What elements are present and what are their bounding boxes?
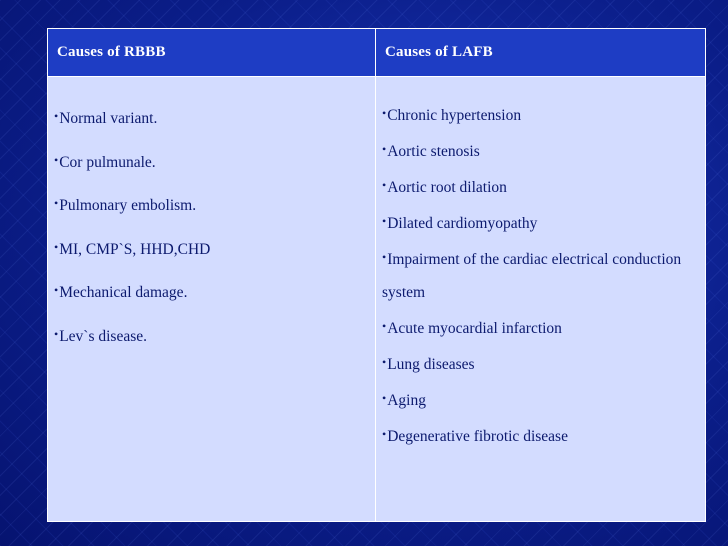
lafb-cause-item-text: Impairment of the cardiac electrical conduction system (382, 251, 682, 301)
lafb-cause-item (382, 418, 699, 454)
rbbb-cause-item (54, 325, 375, 369)
lafb-cause-item-text: Degenerative fibrotic disease (387, 427, 568, 445)
lafb-cause-item (382, 133, 699, 169)
lafb-cause-item (382, 205, 699, 241)
bullet-icon: • (54, 326, 59, 341)
header-row (48, 29, 706, 77)
lafb-cause-item (382, 169, 699, 205)
bullet-icon: • (54, 152, 59, 167)
rbbb-causes-list (48, 77, 375, 368)
lafb-cause-item-text: Dilated cardiomyopathy (387, 215, 538, 232)
bullet-icon: • (54, 109, 59, 123)
bullet-icon: • (54, 196, 59, 210)
bullet-icon: • (382, 250, 387, 264)
rbbb-cause-item-text: Mechanical damage. (59, 284, 188, 301)
lafb-header-label: Causes of LAFB (385, 44, 493, 60)
rbbb-causes-cell (48, 77, 376, 522)
lafb-causes-cell (376, 77, 706, 522)
bullet-icon: • (54, 283, 59, 297)
lafb-cause-item-text: Aging (387, 391, 426, 409)
rbbb-cause-item-text: Cor pulmunale. (59, 153, 156, 171)
bullet-icon: • (382, 178, 387, 192)
lafb-cause-item (382, 310, 699, 346)
lafb-cause-item (382, 346, 699, 382)
rbbb-cause-item (54, 281, 375, 325)
lafb-cause-item (382, 382, 699, 418)
bullet-icon: • (382, 106, 387, 120)
content-row (48, 77, 706, 522)
lafb-cause-item-text: Acute myocardial infarction (387, 319, 562, 337)
lafb-cause-item-text: Chronic hypertension (387, 107, 522, 124)
lafb-cause-item-text: Lung diseases (387, 355, 475, 373)
bullet-icon: • (382, 354, 387, 369)
lafb-cause-item-text: Aortic stenosis (387, 143, 480, 160)
rbbb-header-label: Causes of RBBB (57, 44, 166, 60)
lafb-cause-item (382, 97, 699, 133)
rbbb-cause-item-text: Lev`s disease. (59, 327, 148, 345)
bullet-icon: • (54, 239, 59, 254)
bullet-icon: • (382, 214, 387, 228)
rbbb-cause-item (54, 107, 375, 151)
lafb-cause-item-text: Aortic root dilation (387, 179, 507, 196)
rbbb-cause-item-text: Normal variant. (59, 110, 158, 127)
lafb-header-cell (376, 29, 706, 77)
bullet-icon: • (382, 426, 387, 441)
bullet-icon: • (382, 318, 387, 333)
rbbb-cause-item (54, 151, 375, 195)
rbbb-cause-item-text: Pulmonary embolism. (59, 197, 197, 214)
rbbb-cause-item (54, 194, 375, 238)
lafb-causes-list (376, 77, 705, 453)
rbbb-cause-item-text: MI, CMP`S, HHD,CHD (59, 240, 211, 258)
bullet-icon: • (382, 142, 387, 156)
rbbb-cause-item (54, 238, 375, 282)
rbbb-header-cell (48, 29, 376, 77)
causes-table (47, 28, 706, 522)
lafb-cause-item (382, 241, 699, 309)
bullet-icon: • (382, 390, 387, 405)
